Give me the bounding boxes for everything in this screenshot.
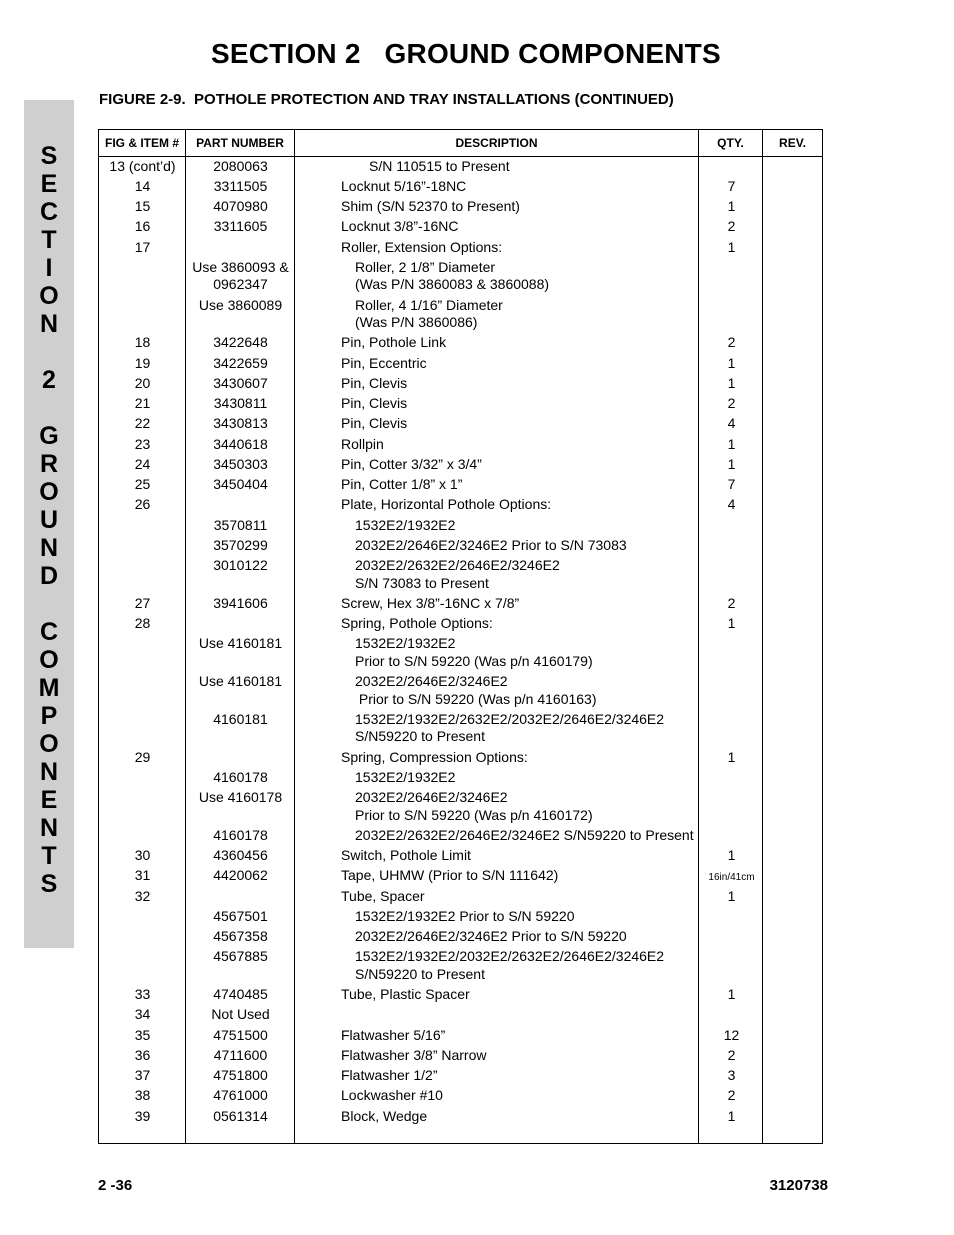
description-cell: Block, Wedge [341,1107,428,1124]
fig-item-cell: 38 [134,1087,151,1104]
part-number-cell: 4420062 [213,867,268,884]
quantity-cell: 2 [727,1087,736,1104]
description-cell: 1532E2/1932E2/2032E2/2632E2/2646E2/3246E2 S/N59220 to Present [355,948,665,982]
part-number-cell: Use 3860089 [198,296,283,313]
side-tab-letter: U [39,506,59,534]
side-tab-letter: T [41,842,57,870]
fig-item-cell: 33 [134,986,151,1002]
side-tab-letter: S [40,870,58,898]
part-number-cell: 4740485 [213,986,268,1002]
fig-item-cell: 24 [134,455,151,472]
quantity-cell: 1 [727,748,736,765]
fig-item-cell: 37 [134,1067,151,1083]
side-tab-letter: O [39,478,59,506]
description-cell: 2032E2/2632E2/2646E2/3246E2 S/N 73083 to Present [355,557,560,591]
quantity-cell: 4 [727,415,736,432]
quantity-cell: 1 [727,354,736,371]
part-number-cell: 3430607 [213,374,268,391]
quantity-cell: 4 [727,496,736,513]
side-tab-letter: N [39,534,59,562]
document-number: 3120738 [769,1177,828,1194]
column-header-part-number: PART NUMBER [196,136,284,150]
quantity-cell: 2 [727,395,736,411]
part-number-cell: 3422648 [213,334,268,351]
description-cell: 2032E2/2632E2/2646E2/3246E2 S/N59220 to Present [355,826,694,843]
quantity-cell: 1 [727,887,736,904]
description-cell: 2032E2/2646E2/3246E2 Prior to S/N 73083 [355,536,627,553]
fig-item-cell: 13 (cont’d) [109,157,176,174]
description-cell: Pin, Cotter 1/8” x 1” [341,476,463,492]
description-cell: 1532E2/1932E2 Prior to S/N 59220 [355,907,575,924]
part-number-cell: 4160178 [213,768,268,785]
quantity-cell: 7 [727,476,736,492]
part-number-cell: 4567358 [213,928,268,944]
quantity-cell: 7 [727,177,736,194]
side-tab-letter: M [38,674,60,702]
fig-item-cell: 30 [134,847,151,863]
page-number: 2 -36 [98,1177,133,1194]
fig-item-cell: 28 [134,615,151,631]
part-number-cell: 4567501 [213,907,268,924]
side-tab-letter: I [45,254,53,282]
fig-item-cell: 21 [134,395,151,411]
fig-item-cell: 27 [134,594,151,611]
quantity-cell: 12 [723,1026,740,1043]
description-cell: Locknut 5/16”-18NC [341,177,467,194]
quantity-cell: 3 [727,1067,736,1083]
side-tab-letter: E [40,786,58,814]
part-number-cell: 0561314 [213,1107,268,1124]
description-cell: Flatwasher 5/16” [341,1026,446,1043]
quantity-cell: 2 [727,334,736,351]
part-number-cell: 4360456 [213,847,268,863]
part-number-cell: Use 4160181 [198,673,283,689]
part-number-cell: Use 3860093 & 0962347 [192,258,289,293]
side-tab-letter: S [40,142,58,170]
fig-item-cell: 36 [134,1046,151,1063]
part-number-cell: 4070980 [213,198,268,214]
column-header-qty: QTY. [717,136,744,150]
part-number-cell: 3941606 [213,594,268,611]
part-number-cell: 3450404 [213,476,268,492]
part-number-cell: 4160178 [213,826,268,843]
side-tab-letter: D [39,562,59,590]
side-tab-letter: R [39,450,59,478]
side-tab-letter: O [39,730,59,758]
description-cell: Roller, Extension Options: [341,238,503,255]
description-cell: Pin, Clevis [341,395,408,411]
side-tab-letter: N [39,758,59,786]
fig-item-cell: 17 [134,238,151,255]
part-number-cell: Use 4160181 [198,635,283,652]
part-number-cell: 3311505 [213,177,268,194]
quantity-cell: 1 [727,238,736,255]
description-cell: Plate, Horizontal Pothole Options: [341,496,552,513]
description-cell: Tape, UHMW (Prior to S/N 111642) [341,867,559,884]
description-cell: Tube, Plastic Spacer [341,986,470,1002]
description-cell: 1532E2/1932E2 [355,768,456,785]
side-tab-letter: C [39,198,59,226]
fig-item-cell: 29 [134,748,151,765]
part-number-cell: 3440618 [213,435,268,452]
description-cell: Spring, Compression Options: [341,748,528,765]
description-cell: Spring, Pothole Options: [341,615,493,631]
fig-item-cell: 19 [134,354,151,371]
part-number-cell: 4711600 [213,1046,268,1063]
side-tab-letter: P [40,702,58,730]
fig-item-cell: 31 [134,867,151,884]
section-side-tab [24,100,74,948]
part-number-cell: 4160181 [213,710,268,727]
column-header-description: DESCRIPTION [455,136,538,150]
fig-item-cell: 16 [134,218,151,235]
column-header-rev: REV. [779,136,806,150]
quantity-cell: 16in/41cm [708,872,755,884]
description-cell: Rollpin [341,435,384,452]
fig-item-cell: 20 [134,374,151,391]
description-cell: 1532E2/1932E2 [355,516,456,533]
quantity-cell: 1 [727,198,736,214]
part-number-cell: 3010122 [213,557,268,573]
column-header-fig-item: FIG & ITEM # [104,136,179,150]
description-cell: Roller, 4 1/16” Diameter (Was P/N 3860086) [355,296,503,330]
quantity-cell: 2 [727,218,736,235]
part-number-cell: 3570299 [213,536,268,553]
side-tab-letter: O [39,646,59,674]
description-cell: S/N 110515 to Present [369,157,510,174]
quantity-cell: 1 [727,1107,736,1124]
description-cell: Shim (S/N 52370 to Present) [341,198,520,214]
description-cell: Lockwasher #10 [341,1087,443,1104]
side-tab-letter: G [39,422,59,450]
section-title: SECTION 2 GROUND COMPONENTS [211,38,721,69]
description-cell: Flatwasher 3/8” Narrow [341,1046,487,1063]
description-cell: 1532E2/1932E2 Prior to S/N 59220 (Was p/n 4160179) [355,635,593,669]
quantity-cell: 1 [727,847,736,863]
description-cell: Pin, Clevis [341,415,408,432]
description-cell: Pin, Clevis [341,374,408,391]
description-cell: Pin, Cotter 3/32” x 3/4” [341,455,482,472]
part-number-cell: 3422659 [213,354,268,371]
part-number-cell: 4751500 [213,1026,268,1043]
part-number-cell: 4567885 [213,948,268,965]
side-tab-letter: N [39,310,59,338]
description-cell: Pin, Eccentric [341,354,427,371]
side-tab-letter: C [39,618,59,646]
parts-table [98,129,823,1144]
part-number-cell: 2080063 [213,157,268,174]
part-number-cell: Not Used [211,1006,270,1023]
description-cell: Switch, Pothole Limit [341,847,471,863]
quantity-cell: 1 [727,435,736,452]
quantity-cell: 2 [727,1046,736,1063]
fig-item-cell: 32 [134,887,151,904]
side-tab-letter: T [41,226,57,254]
side-tab-letter: 2 [42,366,56,394]
fig-item-cell: 23 [134,435,151,452]
fig-item-cell: 22 [134,415,151,432]
description-cell: Flatwasher 1/2” [341,1067,438,1083]
side-tab-letter: O [39,282,59,310]
part-number-cell: 4751800 [213,1067,268,1083]
fig-item-cell: 18 [134,334,151,351]
part-number-cell: 3430811 [213,395,268,411]
figure-title: FIGURE 2-9. POTHOLE PROTECTION AND TRAY INSTALLATIONS (CONTINUED) [99,91,674,108]
quantity-cell: 2 [727,594,736,611]
part-number-cell: 3570811 [213,516,268,533]
fig-item-cell: 26 [134,496,151,513]
fig-item-cell: 14 [134,177,151,194]
description-cell: Tube, Spacer [341,887,425,904]
description-cell: 2032E2/2646E2/3246E2 Prior to S/N 59220 (Was p/n 4160163) [355,673,597,707]
quantity-cell: 1 [727,455,736,472]
part-number-cell: Use 4160178 [198,789,283,805]
fig-item-cell: 34 [134,1006,151,1023]
side-tab-letter: E [40,170,58,198]
description-cell: Screw, Hex 3/8”-16NC x 7/8” [341,594,520,611]
description-cell: 2032E2/2646E2/3246E2 Prior to S/N 59220 (Was p/n 4160172) [355,789,593,823]
quantity-cell: 1 [727,615,736,631]
description-cell: 2032E2/2646E2/3246E2 Prior to S/N 59220 [355,928,627,944]
description-cell: Pin, Pothole Link [341,334,447,351]
part-number-cell: 3450303 [213,455,268,472]
fig-item-cell: 15 [134,198,151,214]
description-cell: Locknut 3/8”-16NC [341,218,459,235]
fig-item-cell: 39 [134,1107,151,1124]
fig-item-cell: 35 [134,1026,151,1043]
fig-item-cell: 25 [134,476,151,492]
description-cell: Roller, 2 1/8” Diameter (Was P/N 3860083 & 3860088) [355,258,550,293]
part-number-cell: 3311605 [213,218,268,235]
side-tab-letter: N [39,814,59,842]
quantity-cell: 1 [727,986,736,1002]
part-number-cell: 3430813 [213,415,268,432]
quantity-cell: 1 [727,374,736,391]
description-cell: 1532E2/1932E2/2632E2/2032E2/2646E2/3246E2 S/N59220 to Present [355,710,665,745]
part-number-cell: 4761000 [213,1087,268,1104]
